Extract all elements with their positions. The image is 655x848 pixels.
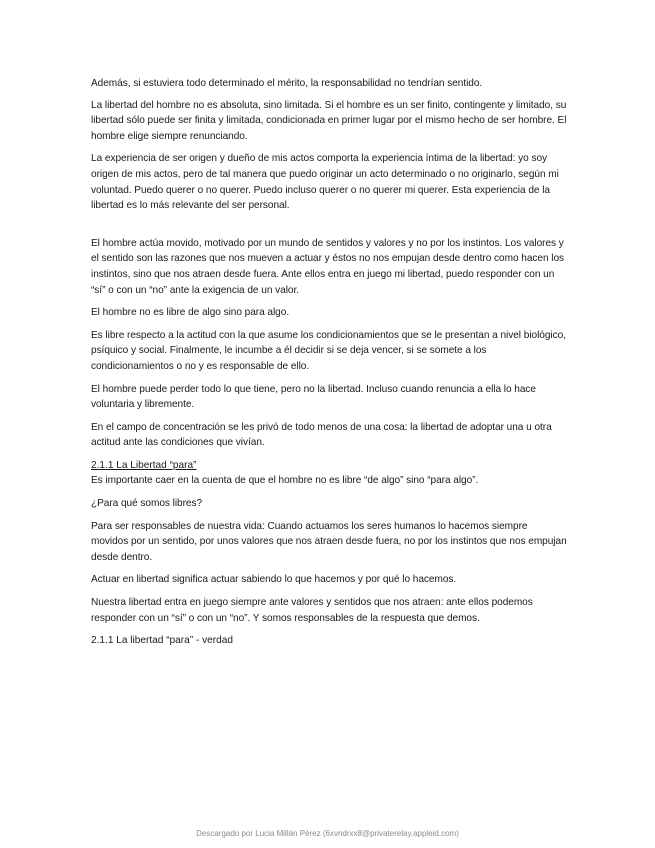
paragraph: Es importante caer en la cuenta de que el hombre no es libre “de algo” sino “para algo”. bbox=[91, 475, 479, 487]
paragraph: Además, si estuviera todo determinado el mérito, la responsabilidad no tendrían sentido. bbox=[91, 78, 483, 89]
paragraph: Es libre respecto a la actitud con la que asume los condicionamientos que se le presentan a nivel biológico, psíquico y social. Finalmente, le incumbe a él decidir si se deja vencer, si se somete a los condicionamientos o no y es responsable de ello. bbox=[91, 329, 566, 372]
paragraph: El hombre puede perder todo lo que tiene, pero no la libertad. Incluso cuando renuncia a ella lo hace voluntaria y libremente. bbox=[91, 383, 536, 411]
section-heading bbox=[91, 458, 567, 474]
paragraph: Nuestra libertad entra en juego siempre ante valores y sentidos que nos atraen: ante ellos podemos responder con un “sí” o con un “no”. Y somos responsables de la respuesta que demos. bbox=[91, 597, 533, 624]
section-heading-text: 2.1.1 La Libertad “para” bbox=[91, 459, 197, 471]
paragraph: ¿Para qué somos libres? bbox=[91, 498, 203, 510]
download-footer: Descargado por Lucia Millán Pérez (6xvndrxx8@privaterelay.appleid.com) bbox=[196, 829, 459, 838]
section-heading bbox=[91, 633, 567, 649]
paragraph: La libertad del hombre no es absoluta, sino limitada. Si el hombre es un ser finito, contingente y limitado, su libertad sólo puede ser finita y limitada, condicionada en primer lugar por el mismo hecho de ser hombre. El hombre elige siempre renunciando. bbox=[91, 99, 567, 142]
section-heading-text: 2.1.1 La libertad “para” - verdad bbox=[91, 635, 233, 647]
paragraph: La experiencia de ser origen y dueño de mis actos comporta la experiencia íntima de la libertad: yo soy origen de mis actos, pero de tal manera que puedo originar un acto determinado o no originarlo, según mi voluntad. Puedo querer o no querer. Puedo incluso querer o no querer mi querer. Esta experiencia de la libertad es lo más relevante del ser personal. bbox=[91, 153, 559, 212]
paragraph: El hombre actúa movido, motivado por un mundo de sentidos y valores y no por los instintos. Los valores y el sentido son las razones que nos mueven a actuar y éstos no nos empujan desde dentro como hacen los instintos, sino que nos atraen desde fuera. Ante ellos entra en juego mi libertad, puedo responder con un “sí” o con un “no” ante la exigencia de un valor. bbox=[91, 237, 565, 296]
paragraph: Actuar en libertad significa actuar sabiendo lo que hacemos y por qué lo hacemos. bbox=[91, 574, 457, 586]
document-body bbox=[91, 76, 567, 649]
paragraph: El hombre no es libre de algo sino para algo. bbox=[91, 307, 290, 319]
paragraph: En el campo de concentración se les privó de todo menos de una cosa: la libertad de adoptar una u otra actitud ante las condiciones que vivían. bbox=[91, 421, 552, 449]
paragraph: Para ser responsables de nuestra vida: Cuando actuamos los seres humanos lo hacemos siempre movidos por un sentido, por unos valores que nos atraen desde fuera, no por los instintos que nos empujan desde dentro. bbox=[91, 520, 567, 563]
